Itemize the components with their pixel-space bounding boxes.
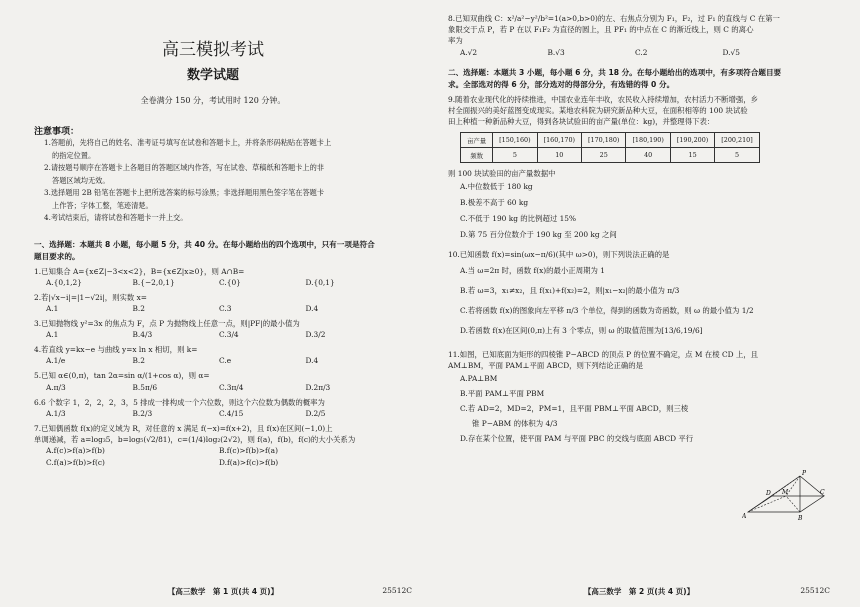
footer-page-label: 【高三数学 第 2 页(共 4 页)】 xyxy=(583,587,695,596)
option: B.{−2,0,1} xyxy=(132,277,175,287)
option: A.1 xyxy=(46,330,59,340)
left-column xyxy=(0,0,410,607)
option: D.第 75 百分位数介于 190 kg 至 200 kg 之间 xyxy=(460,230,617,240)
question-10: 10.已知函数 f(x)=sin(ωx−π/6)(其中 ω>0)，则下列说法正确的是 xyxy=(448,250,670,260)
question-1: 1.已知集合 A={x∈Z|−3<x<2}，B={x∈Z|x≥0}，则 A∩B= xyxy=(34,266,245,276)
q2-options xyxy=(34,303,392,315)
footer-right xyxy=(448,586,830,597)
section2-heading xyxy=(448,67,810,91)
q8-line2: 象限交于点 P，若 P 在以 F₁F₂ 为直径的圆上，且 PF₁ 的中点在 C 的渐近线上，则 C 的离心 xyxy=(448,25,754,35)
option: D.2π/3 xyxy=(305,382,331,392)
q8-line1: 8.已知双曲线 C：x²/a²−y²/b²=1(a>0,b>0)的左、右焦点分别为 F₁，F₂，过 F₁ 的直线与 C 在第一 xyxy=(448,14,780,23)
option: C.3π/4 xyxy=(219,382,244,392)
pyramid-figure xyxy=(742,466,826,522)
table-cell: 40 xyxy=(626,148,670,163)
table-cell: [160,170) xyxy=(537,133,581,148)
option: A.√2 xyxy=(460,47,478,57)
option: C.2 xyxy=(635,47,648,57)
q9-line1: 9.随着农业现代化的持续推进，中国农业连年丰收，农民收入持续增加，农村活力不断增强，乡 xyxy=(448,94,759,104)
option: C.3/4 xyxy=(219,330,239,340)
option: A.1 xyxy=(46,303,59,313)
note-item-cont: 上作答；字体工整，笔迹清楚。 xyxy=(52,200,153,210)
q11-options xyxy=(448,371,810,446)
q6-options xyxy=(34,408,392,420)
footer-code: 25512C xyxy=(800,586,830,595)
option: B.f(c)>f(b)>f(a) xyxy=(219,446,278,456)
label-d: D xyxy=(766,490,771,497)
question-9 xyxy=(448,94,810,128)
note-item-cont: 的指定位置。 xyxy=(52,150,96,160)
q9-after-text: 则 100 块试验田的亩产量数据中 xyxy=(448,169,556,179)
question-5: 5.已知 α∈(0,π)，tan 2α=sin α/(1+cos α)，则 α= xyxy=(34,371,210,381)
question-8 xyxy=(448,13,810,47)
table-cell: [170,180) xyxy=(582,133,626,148)
option: D.√5 xyxy=(722,47,740,57)
option: C.若 AD=2，MD=2，PM=1，且平面 PBM⊥平面 ABCD，则三棱 xyxy=(460,404,689,414)
footer-page-label: 【高三数学 第 1 页(共 4 页)】 xyxy=(167,587,279,596)
table-cell: 25 xyxy=(582,148,626,163)
table-cell: [190,200) xyxy=(670,133,714,148)
section2-line2: 求。全部选对的得 6 分，部分选对的得部分分，有选错的得 0 分。 xyxy=(448,79,675,89)
option: C.不低于 190 kg 的比例超过 15% xyxy=(460,214,577,224)
table-cell: 15 xyxy=(670,148,714,163)
q9-line3: 田上种植一种新品种大豆，得到各块试验田的亩产量(单位：kg)，并整理得下表： xyxy=(448,117,715,127)
subject-title: 数学试题 xyxy=(186,68,239,83)
table-cell: 5 xyxy=(493,148,537,163)
exam-title: 高三模拟考试 xyxy=(162,40,264,60)
q9-options xyxy=(448,179,810,243)
table-cell: [200,210] xyxy=(715,133,759,148)
option: A.中位数低于 180 kg xyxy=(460,182,533,192)
q7-options xyxy=(34,445,392,469)
label-c: C xyxy=(820,489,825,496)
option: C.{0} xyxy=(219,277,241,287)
table-cell: [150,160) xyxy=(493,133,537,148)
option-cont: 锥 P−ABM 的体积为 4/3 xyxy=(472,419,558,429)
section1-heading xyxy=(34,239,392,263)
q1-options xyxy=(34,277,392,289)
table-cell: [180,190) xyxy=(626,133,670,148)
question-11 xyxy=(448,349,810,371)
option: B.极差不高于 60 kg xyxy=(460,198,529,208)
table-cell: 10 xyxy=(537,148,581,163)
option: D.3/2 xyxy=(305,330,326,340)
question-4: 4.若直线 y=kx−e 与曲线 y=x ln x 相切，则 k= xyxy=(34,345,198,355)
note-item: 3.选择题用 2B 铅笔在答题卡上把所选答案的标号涂黑；非选择题用黑色签字笔在答题卡 xyxy=(44,188,325,197)
option: A.1/3 xyxy=(46,408,66,418)
table-row xyxy=(461,133,760,148)
footer-left xyxy=(34,586,412,597)
option: B.2/3 xyxy=(132,408,153,418)
table-header: 亩产量 xyxy=(461,133,493,148)
option: A.π/3 xyxy=(46,382,66,392)
option: B.2 xyxy=(132,356,145,366)
section1-line1: 一、选择题：本题共 8 小题，每小题 5 分，共 40 分。在每小题给出的四个选项中，只有一项是符合 xyxy=(34,239,375,249)
option: B.√3 xyxy=(547,47,565,57)
option: D.若函数 f(x)在区间(0,π)上有 3 个零点，则 ω 的取值范围为[13/6,19/6] xyxy=(460,325,703,335)
option: B.平面 PAM⊥平面 PBM xyxy=(460,389,545,399)
notes-list xyxy=(34,137,392,225)
note-item: 4.考试结束后，请将试卷和答题卡一并上交。 xyxy=(44,213,188,222)
score-info: 全卷满分 150 分，考试用时 120 分钟。 xyxy=(140,96,286,105)
option: D.2/5 xyxy=(305,408,326,418)
option: A.1/e xyxy=(46,356,66,366)
option: A.PA⊥BM xyxy=(460,374,498,384)
option: D.{0,1} xyxy=(305,277,335,287)
option: B.5π/6 xyxy=(132,382,158,392)
q9-line2: 村全面振兴的美好蓝图变成现实。某地农科院为研究新品种大豆，在面积相等的 100 块试验 xyxy=(448,105,748,115)
question-3: 3.已知抛物线 y²=3x 的焦点为 F，点 P 为抛物线上任意一点，则|PF|的最小值为 xyxy=(34,318,300,328)
note-item: 1.答题前，先将自己的姓名、准考证号填写在试卷和答题卡上，并将条形码粘贴在答题卡上 xyxy=(44,138,332,147)
note-item-cont: 答题区域均无效。 xyxy=(52,175,110,185)
section2-line1: 二、选择题：本题共 3 小题，每小题 6 分，共 18 分。在每小题给出的选项中，有多项符合题目要 xyxy=(448,67,782,77)
note-item: 2.请按题号顺序在答题卡上各题目的答题区域内作答，写在试卷、草稿纸和答题卡上的非 xyxy=(44,163,324,172)
option: C.4/15 xyxy=(219,408,244,418)
label-m: M xyxy=(782,489,789,496)
q5-options xyxy=(34,382,392,394)
option: B.4/3 xyxy=(132,330,153,340)
table-row xyxy=(461,148,760,163)
q10-options xyxy=(448,261,810,341)
option: A.当 ω=2π 时，函数 f(x)的最小正周期为 1 xyxy=(460,265,605,275)
option: A.{0,1,2} xyxy=(46,277,82,287)
option: C.3 xyxy=(219,303,232,313)
label-p: P xyxy=(802,470,807,477)
q7-line1: 7.已知偶函数 f(x)的定义域为 R，对任意的 x 满足 f(−x)=f(x+2)，且 f(x)在区间(−1,0)上 xyxy=(34,423,333,433)
option: D.4 xyxy=(305,356,319,366)
frequency-table xyxy=(460,132,760,163)
footer-code: 25512C xyxy=(382,586,412,595)
label-b: B xyxy=(798,515,803,522)
notes-heading: 注意事项： xyxy=(34,127,80,137)
table-cell: 5 xyxy=(715,148,759,163)
option: B.若 ω=3，x₁≠x₂，且 f(x₁)+f(x₂)=2，则|x₁−x₂|的最小值为 π/3 xyxy=(460,285,680,295)
q11-line1: 11.如图，已知底面为矩形的四棱锥 P−ABCD 的顶点 P 的位置不确定，点 M 在棱 CD 上，且 xyxy=(448,349,759,359)
option: D.f(a)>f(c)>f(b) xyxy=(219,458,279,468)
table-header: 频数 xyxy=(461,148,493,163)
q7-line2: 单调递减，若 a=log₃5，b=log₅(√2/81)，c=(1/4)log₂(2√2)，则 f(a)，f(b)，f(c)的大小关系为 xyxy=(34,434,356,444)
option: D.4 xyxy=(305,303,319,313)
q3-options xyxy=(34,329,392,341)
q8-line3: 率为 xyxy=(448,36,463,46)
label-a: A xyxy=(742,513,747,520)
option: A.f(c)>f(a)>f(b) xyxy=(46,446,105,456)
q8-options xyxy=(448,47,810,59)
option: D.存在某个位置，使平面 PAM 与平面 PBC 的交线与底面 ABCD 平行 xyxy=(460,434,694,444)
option: C.e xyxy=(219,356,232,366)
q4-options xyxy=(34,355,392,367)
option: B.2 xyxy=(132,303,145,313)
question-2: 2.若|√x−i|=|1−√2i|，则实数 x= xyxy=(34,292,147,302)
question-7 xyxy=(34,423,392,445)
q11-line2: AM⊥BM，平面 PAM⊥平面 ABCD，则下列结论正确的是 xyxy=(448,360,644,370)
section1-line2: 题目要求的。 xyxy=(34,251,80,261)
question-6: 6.6 个数字 1，2，2，2，3，5 排成一排构成一个六位数，则这个六位数为偶数的概率为 xyxy=(34,397,325,407)
option: C.若将函数 f(x)的图象向左平移 π/3 个单位，得到的函数为奇函数，则 ω 的最小值为 1/2 xyxy=(460,305,754,315)
option: C.f(a)>f(b)>f(c) xyxy=(46,458,105,468)
